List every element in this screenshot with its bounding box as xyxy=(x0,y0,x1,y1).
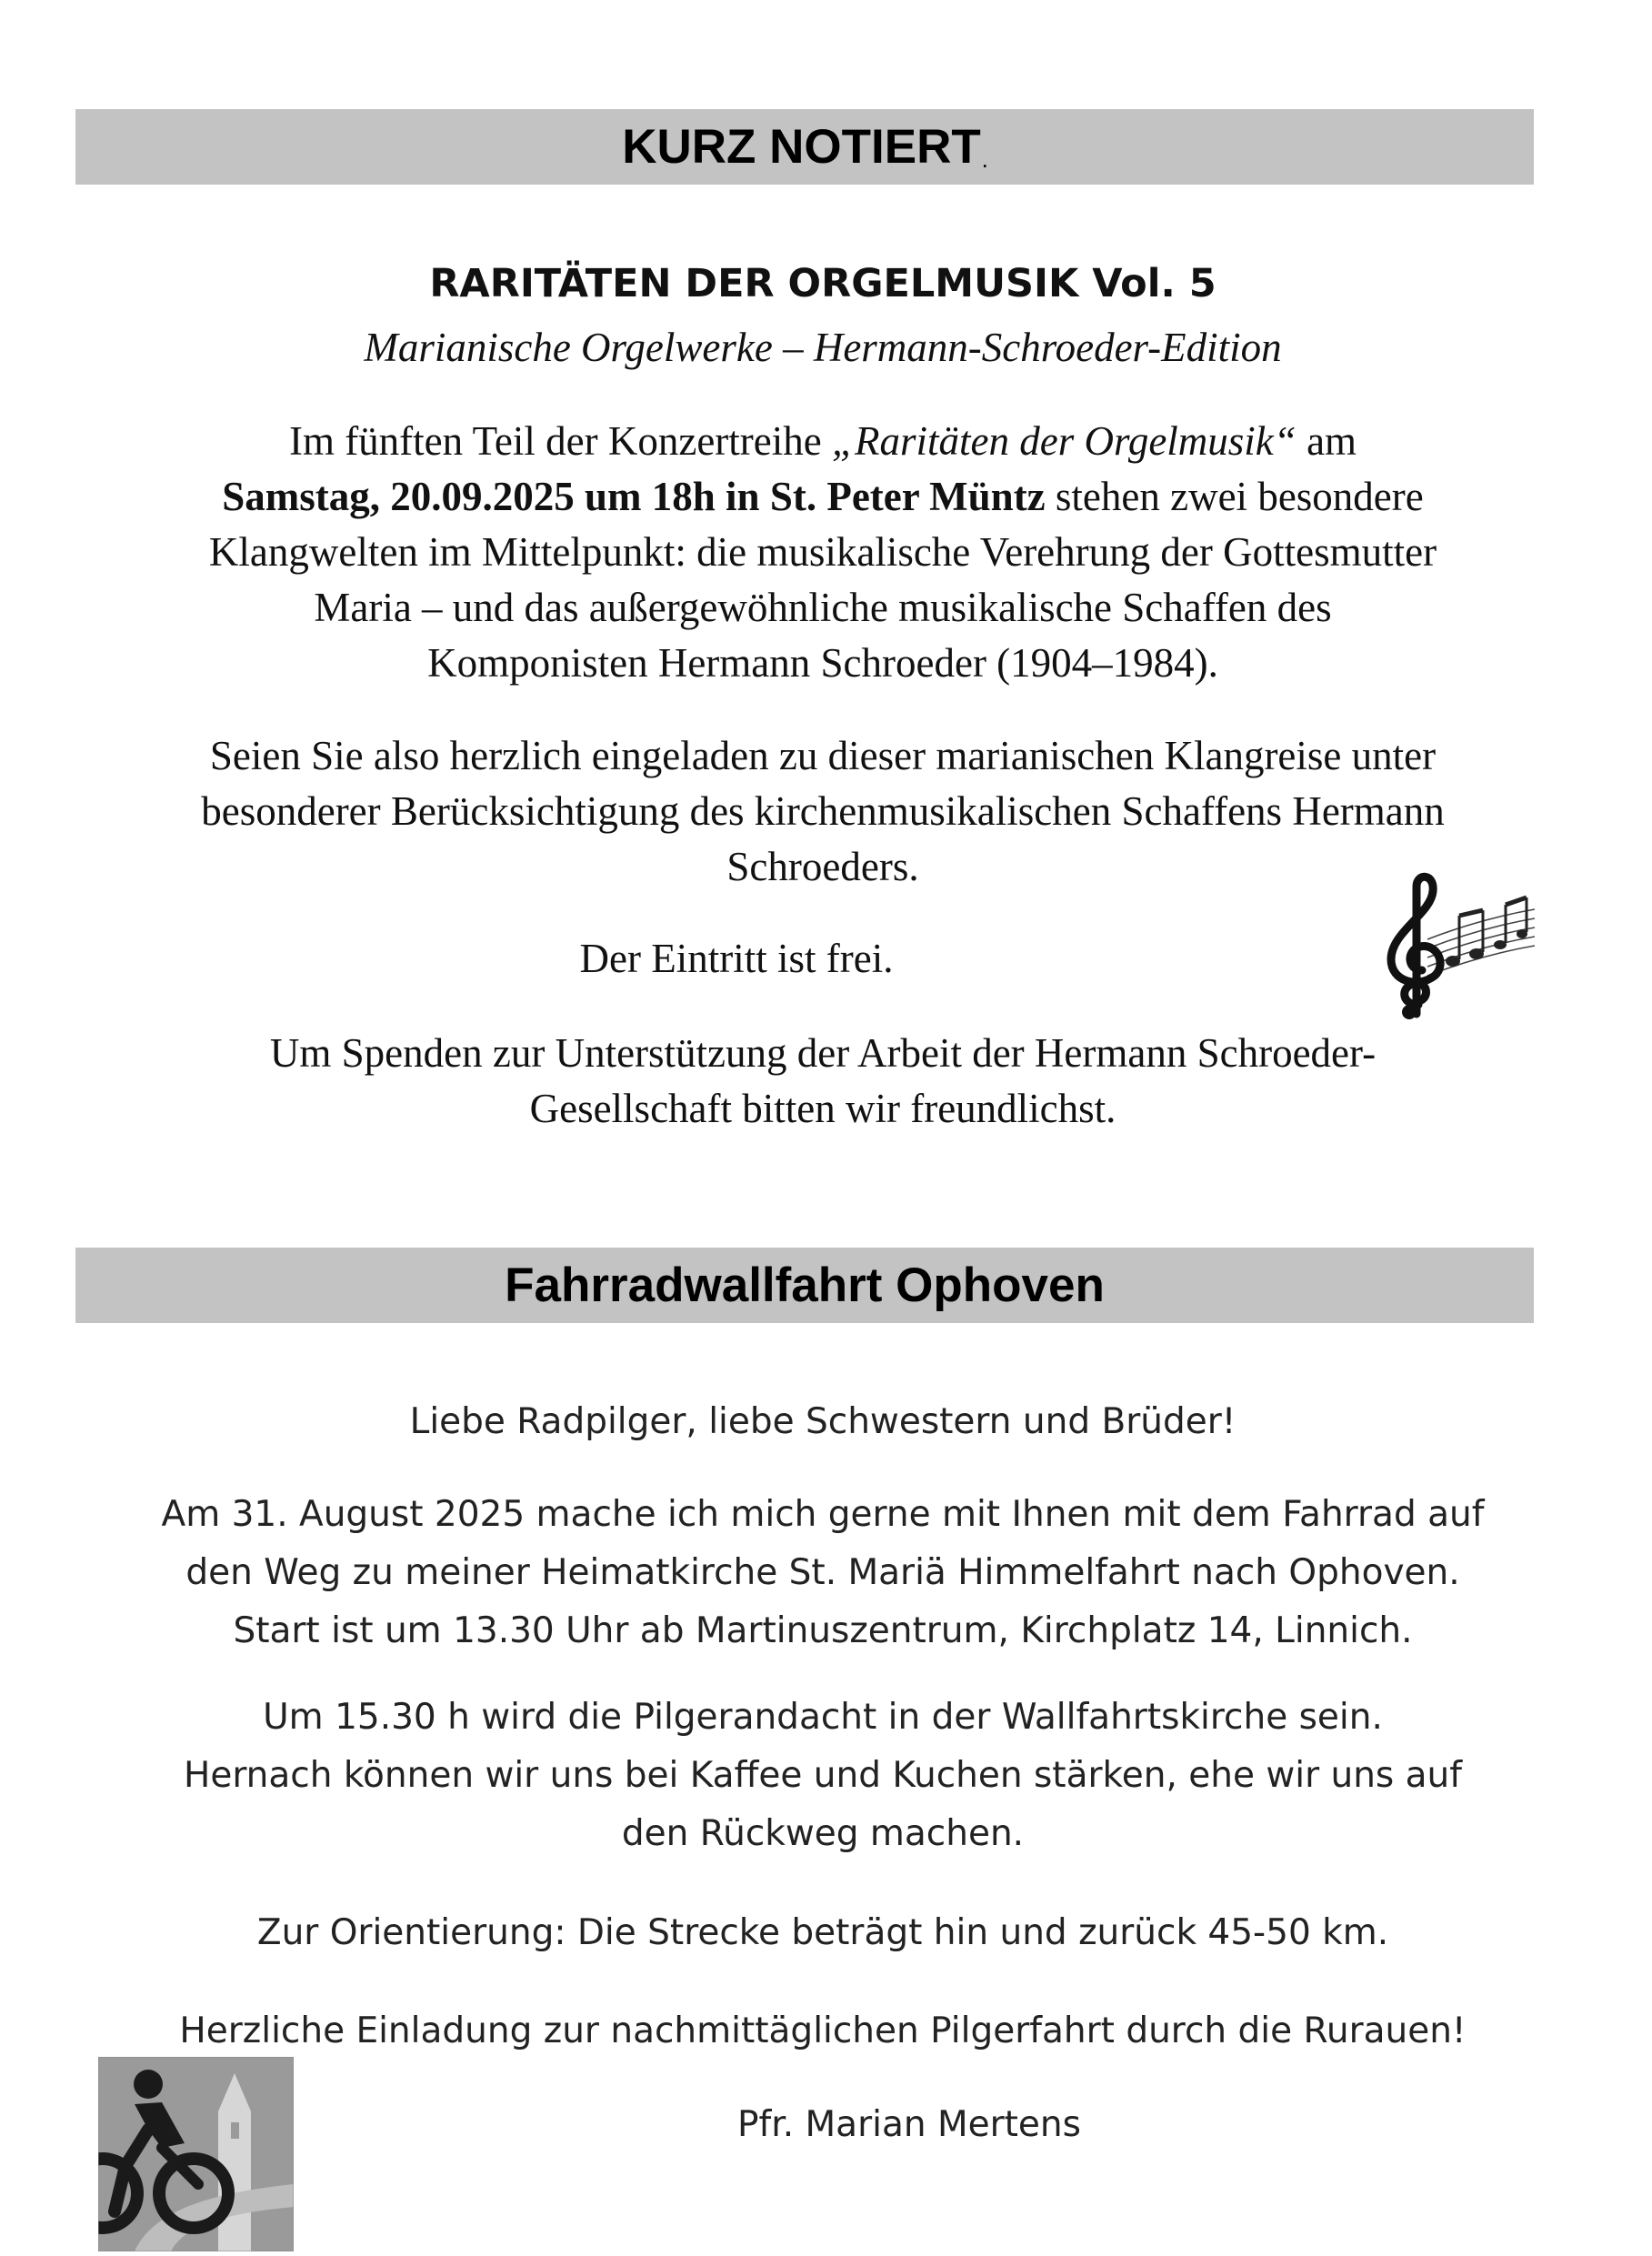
p2-line-1: Um 15.30 h wird die Pilgerandacht in der Wallfahrtskirche sein. xyxy=(263,1697,1383,1738)
para4-line-1: Um Spenden zur Unterstützung der Arbeit der Hermann Schroeder- xyxy=(269,1030,1377,1076)
section-header-fahrradwallfahrt: Fahrradwallfahrt Ophoven xyxy=(75,1248,1534,1323)
treble-clef-notes-icon xyxy=(1382,868,1541,1023)
p1-line-1: Am 31. August 2025 mache ich mich gerne mit Ihnen mit dem Fahrrad auf xyxy=(161,1494,1485,1535)
concert-date-location: Samstag, 20.09.2025 um 18h in St. Peter Müntz xyxy=(222,474,1046,519)
para2-line-3: Schroeders. xyxy=(726,844,919,889)
concert-title: RARITÄTEN DER ORGELMUSIK Vol. 5 xyxy=(429,261,1216,306)
para1-line-5: Komponisten Hermann Schroeder (1904–1984). xyxy=(427,640,1218,686)
signature: Pfr. Marian Mertens xyxy=(737,2104,1081,2145)
concert-paragraph-2 xyxy=(91,728,1555,895)
p2-line-3: den Rückweg machen. xyxy=(621,1813,1025,1854)
section-header-text: KURZ NOTIERT xyxy=(622,120,981,174)
pilgrimage-paragraph-2 xyxy=(91,1689,1555,1863)
p1-line-3: Start ist um 13.30 Uhr ab Martinuszentrum, Kirchplatz 14, Linnich. xyxy=(233,1610,1413,1651)
para2-line-2: besonderer Berücksichtigung des kirchenmusikalischen Schaffens Hermann xyxy=(201,788,1445,834)
distance-info: Zur Orientierung: Die Strecke beträgt hin und zurück 45-50 km. xyxy=(256,1912,1389,1953)
para2-line-1: Seien Sie also herzlich eingeladen zu dieser marianischen Klangreise unter xyxy=(209,733,1437,778)
invitation-text: Herzliche Einladung zur nachmittäglichen Pilgerfahrt durch die Rurauen! xyxy=(179,2010,1467,2051)
pilgrimage-paragraph-1 xyxy=(91,1486,1555,1660)
cyclist-church-icon xyxy=(98,2057,294,2251)
para1-line-2: Samstag, 20.09.2025 um 18h in St. Peter Müntz stehen zwei besondere xyxy=(222,474,1424,519)
p2-line-2: Hernach können wir uns bei Kaffee und Kuchen stärken, ehe wir uns auf xyxy=(184,1755,1462,1796)
para1-line-3: Klangwelten im Mittelpunkt: die musikalische Verehrung der Gottesmutter xyxy=(208,529,1437,575)
concert-paragraph-4 xyxy=(91,1026,1555,1137)
concert-paragraph-1 xyxy=(91,414,1555,691)
para4-line-2: Gesellschaft bitten wir freundlichst. xyxy=(529,1086,1116,1131)
para1-line-4: Maria – und das außergewöhnliche musikalische Schaffen des xyxy=(314,585,1332,630)
greeting: Liebe Radpilger, liebe Schwestern und Brüder! xyxy=(409,1401,1236,1442)
concert-subtitle: Marianische Orgelwerke – Hermann-Schroeder-Edition xyxy=(364,325,1282,370)
section-header-dot: . xyxy=(982,153,987,171)
free-entry-text: Der Eintritt ist frei. xyxy=(579,936,894,981)
p1-line-2: den Weg zu meiner Heimatkirche St. Mariä Himmelfahrt nach Ophoven. xyxy=(185,1552,1460,1593)
para1-line-1: Im fünften Teil der Konzertreihe „Raritäten der Orgelmusik“ am xyxy=(288,418,1357,464)
section-header-kurz-notiert xyxy=(75,109,1534,185)
